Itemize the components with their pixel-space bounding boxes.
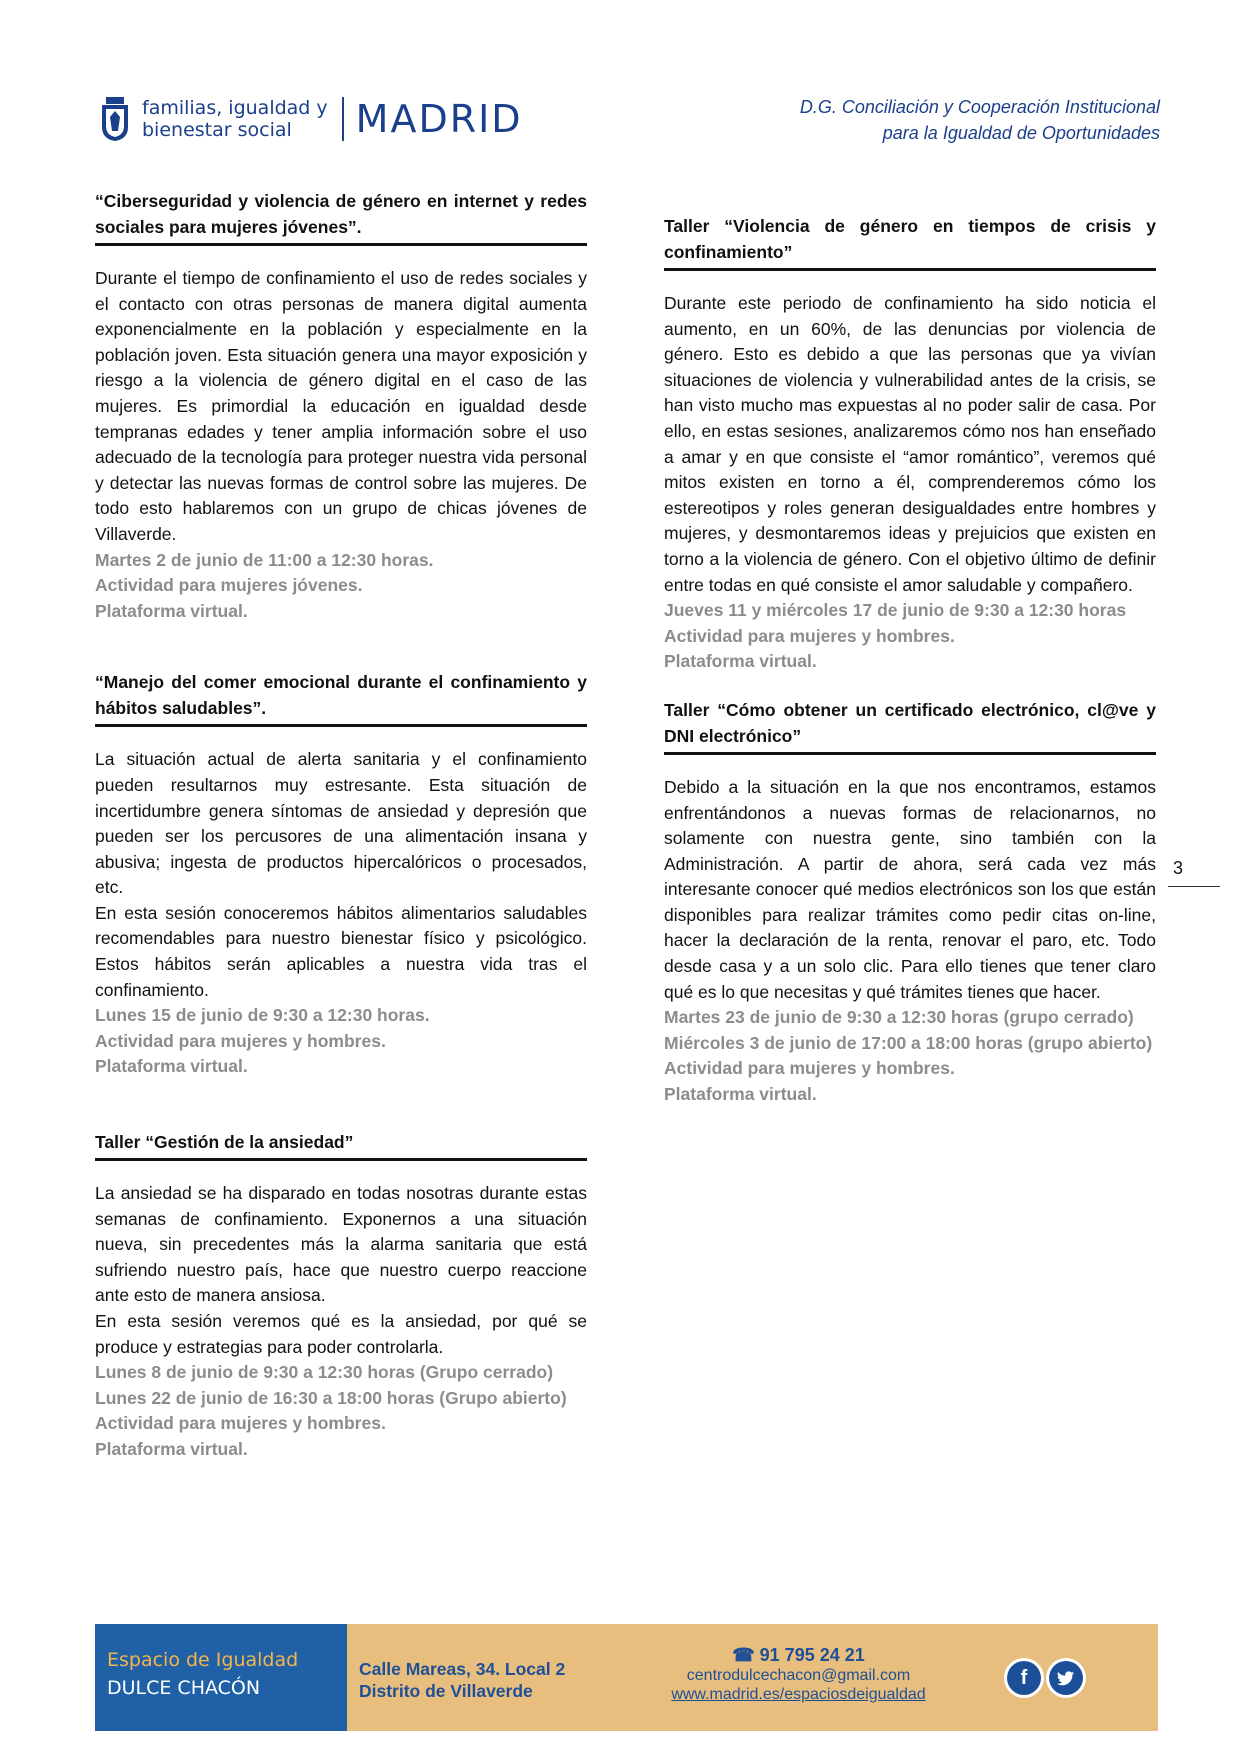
facebook-glyph: f [1007, 1661, 1041, 1695]
page-number-rule [1168, 886, 1220, 887]
workshop-paragraph: La situación actual de alerta sanitaria y el confinamiento pueden resultarnos muy estresante. Esta situación de incertidumbre genera síntomas de ansiedad y depresión que pueden ser los percusores de una alimentación insana y abusiva; ingesta de productos hipercalóricos o procesados, etc. [95, 749, 587, 898]
workshop-title: Taller “Gestión de la ansiedad” [95, 1129, 587, 1161]
footer-email[interactable]: centrodulcechacon@gmail.com [686, 1667, 911, 1684]
workshop-body [664, 291, 1156, 675]
page-number: 3 [1173, 858, 1184, 878]
workshop-date: Martes 2 de junio de 11:00 a 12:30 horas. [95, 549, 434, 570]
workshop-paragraph: Durante el tiempo de confinamiento el uso de redes sociales y el contacto con otras personas de manera digital aumenta exponencialmente en la población y especialmente en la población joven. Esta situación genera una mayor exposición y riesgo a la violencia de género digital en el caso de las mujeres. Es primordial la educación en igualdad desde tempranas edades y tener amplia información sobre el uso adecuado de la tecnología para proteger nuestra vida personal y detectar las nuevas formas de control sobre las mujeres. De todo esto hablaremos con un grupo de chicas jóvenes de Villaverde. [95, 268, 587, 544]
logo-line-2: bienestar social [142, 119, 292, 141]
workshop-platform: Plataforma virtual. [664, 1084, 817, 1105]
department-line-1: D.G. Conciliación y Cooperación Institucional [799, 97, 1160, 117]
workshop-title: Taller “Cómo obtener un certificado electrónico, cl@ve y DNI electrónico” [664, 697, 1156, 755]
workshop-paragraph: En esta sesión conoceremos hábitos alimentarios saludables recomendables para nuestro bienestar físico y psicológico. Estos hábitos serán aplicables a nuestra vida tras el confinamiento. [95, 902, 587, 1000]
left-column [95, 188, 587, 1463]
facebook-icon[interactable] [1004, 1658, 1044, 1698]
footer-center-line-1: Espacio de Igualdad [107, 1649, 299, 1671]
workshop-date: Lunes 22 de junio de 16:30 a 18:00 horas (Grupo abierto) [95, 1387, 567, 1408]
right-column [664, 213, 1156, 1108]
workshop-date: Lunes 8 de junio de 9:30 a 12:30 horas (Grupo cerrado) [95, 1362, 554, 1383]
workshop-body [95, 747, 587, 1080]
workshop-paragraph: La ansiedad se ha disparado en todas nosotras durante estas semanas de confinamiento. Exponernos a una situación nueva, sin precedentes más la alarma sanitaria que está sufriendo nuestro país, hace que nuestro cuerpo reaccione ante esto de manera ansiosa. [95, 1183, 587, 1306]
workshop-section [664, 697, 1156, 1108]
workshop-audience: Actividad para mujeres y hombres. [664, 1058, 955, 1079]
footer-address-line-2: Distrito de Villaverde [359, 1681, 533, 1701]
workshop-section [95, 669, 587, 1080]
workshop-platform: Plataforma virtual. [664, 651, 817, 672]
workshop-paragraph: En esta sesión veremos qué es la ansiedad, por qué se produce y estrategias para poder controlarla. [95, 1311, 587, 1357]
madrid-coat-of-arms-icon [100, 97, 130, 141]
workshop-section [95, 1129, 587, 1463]
workshop-date: Miércoles 3 de junio de 17:00 a 18:00 horas (grupo abierto) [664, 1032, 1153, 1053]
workshop-audience: Actividad para mujeres y hombres. [95, 1413, 386, 1434]
department-name [800, 94, 1160, 146]
twitter-icon[interactable] [1046, 1658, 1086, 1698]
logo-divider [342, 97, 344, 141]
workshop-section [664, 213, 1156, 675]
workshop-date: Jueves 11 y miércoles 17 de junio de 9:30 a 12:30 horas [664, 600, 1127, 621]
phone-icon: ☎ [732, 1645, 755, 1665]
footer-contact [599, 1624, 998, 1731]
footer-center-line-2: DULCE CHACÓN [107, 1677, 261, 1699]
workshop-date: Martes 23 de junio de 9:30 a 12:30 horas (grupo cerrado) [664, 1007, 1134, 1028]
footer-address [347, 1624, 599, 1731]
workshop-platform: Plataforma virtual. [95, 600, 248, 621]
madrid-logo [100, 94, 523, 144]
page-header [100, 90, 1160, 150]
workshop-title: “Ciberseguridad y violencia de género en internet y redes sociales para mujeres jóvenes”. [95, 188, 587, 246]
footer-phone-number[interactable]: 91 795 24 21 [759, 1645, 865, 1665]
footer-website-link[interactable]: www.madrid.es/espaciosdeigualdad [671, 1686, 926, 1703]
footer-social [998, 1624, 1158, 1731]
footer-address-line-1: Calle Mareas, 34. Local 2 [359, 1659, 566, 1679]
logo-madrid: MADRID [355, 97, 523, 141]
workshop-body [95, 1181, 587, 1463]
workshop-title: “Manejo del comer emocional durante el confinamiento y hábitos saludables”. [95, 669, 587, 727]
workshop-platform: Plataforma virtual. [95, 1056, 248, 1077]
workshop-audience: Actividad para mujeres jóvenes. [95, 575, 363, 596]
footer-phone [599, 1646, 998, 1665]
workshop-audience: Actividad para mujeres y hombres. [664, 625, 955, 646]
workshop-title: Taller “Violencia de género en tiempos de crisis y confinamiento” [664, 213, 1156, 271]
workshop-paragraph: Durante este periodo de confinamiento ha sido noticia el aumento, en un 60%, de las denuncias por violencia de género. Esto es debido a que las personas que ya vivían situaciones de violencia y vulnerabilidad antes de la crisis, se han visto mucho mas expuestas al no poder salir de casa. Por ello, en estas sesiones, analizaremos cómo nos han enseñado a amar y en que consiste el “amor romántico”, veremos qué mitos existen en torno a él, comprenderemos cómo los estereotipos y roles generan desigualdades entre hombres y mujeres, y desmontaremos ideas y prejuicios que existen en torno a la violencia de género. Con el objetivo último de definir entre todas en qué consiste el amor saludable y compañero. [664, 293, 1156, 595]
department-line-2: para la Igualdad de Oportunidades [882, 123, 1160, 143]
twitter-bird-icon [1049, 1661, 1083, 1695]
page-footer [95, 1624, 1158, 1731]
twitter-bird-glyph [1049, 1661, 1083, 1695]
footer-center-name [95, 1624, 347, 1731]
workshop-date: Lunes 15 de junio de 9:30 a 12:30 horas. [95, 1005, 430, 1026]
workshop-platform: Plataforma virtual. [95, 1438, 248, 1459]
workshop-audience: Actividad para mujeres y hombres. [95, 1030, 386, 1051]
workshop-paragraph: Debido a la situación en la que nos encontramos, estamos enfrentándonos a nuevas formas de relacionarnos, no solamente con nuestra gente, sino también con la Administración. A partir de ahora, será cada vez más interesante conocer qué medios electrónicos son los que están disponibles para realizar trámites como pedir citas on-line, hacer la declaración de la renta, renovar el paro, etc. Todo desde casa y a un solo clic. Para ello tienes que tener claro qué es lo que necesitas y qué trámites tienes que hacer. [664, 776, 1156, 1002]
workshop-section [95, 188, 587, 624]
logo-line-1: familias, igualdad y [142, 97, 328, 119]
workshop-body [95, 266, 587, 624]
workshop-body [664, 775, 1156, 1108]
